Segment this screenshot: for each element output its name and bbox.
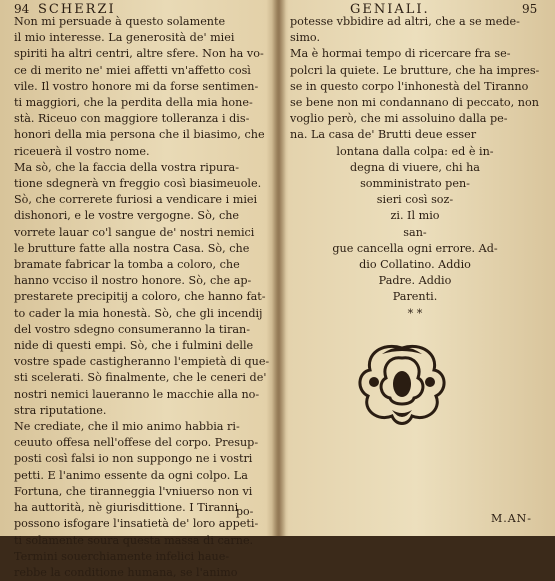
text-line: del vostro sdegno consumeranno la tiran- [14, 322, 251, 336]
text-line: ceuuto offesa nell'offese del corpo. Presup- [14, 436, 259, 450]
text-line: riceuerà il vostro nome. [14, 144, 150, 158]
text-line: le brutture fatte alla nostra Casa. Sò, che [14, 241, 250, 255]
text-line: bramate fabricar la tomba a coloro, che [14, 258, 240, 272]
left-running-head: SCHERZI [38, 2, 116, 17]
text-line: se in questo corpo l'inhonestà del Tiranno [290, 79, 529, 93]
text-line: degna di viuere, chi ha [350, 160, 480, 174]
text-line: se bene non mi condannano di peccato, non [290, 96, 539, 110]
text-line: petti. E l'animo essente da ogni colpo. La [14, 468, 248, 482]
right-page [290, 0, 540, 536]
text-line: san- [403, 225, 427, 239]
right-page-text [290, 14, 540, 322]
text-line: Ne crediate, che il mio animo habbia ri- [14, 420, 240, 434]
text-line: Fortuna, che tiranneggia l'vniuerso non vi [14, 484, 253, 498]
text-line: na. La casa de' Brutti deue esser [290, 128, 477, 142]
text-line: honori della mia persona che il biasimo, che [14, 128, 265, 142]
text-line: lontana dalla colpa: ed è in- [336, 144, 494, 158]
text-line: nide di questi empi. Sò, che i fulmini delle [14, 339, 254, 353]
left-page-text [14, 14, 276, 581]
left-page [14, 0, 276, 579]
text-line: vostre spade castigheranno l'empietà di que- [14, 355, 270, 369]
text-line: sieri così soz- [376, 193, 454, 207]
text-line: vorrete lauar co'l sangue de' nostri nemici [14, 225, 255, 239]
text-line: dishonori, e le vostre vergogne. Sò, che [14, 209, 240, 223]
text-line: possono isfogare l'insatietà de' loro appeti- [14, 517, 259, 531]
right-running-head: GENIALI. [350, 2, 430, 17]
text-line: somministrato pen- [360, 177, 470, 191]
text-line: * * [407, 306, 423, 320]
text-line: stra riputatione. [14, 403, 107, 417]
text-line: potesse vbbidire ad altri, che a se mede- [290, 15, 520, 28]
text-line: nostri nemici laueranno le macchie alla no- [14, 387, 260, 401]
text-line: posti così falsi io non suppongo ne i vostri [14, 452, 253, 466]
left-page-number: 94 [14, 2, 30, 16]
text-line: ce di merito ne' miei affetti vn'affetto così [14, 63, 251, 77]
text-line: hanno vcciso il nostro honore. Sò, che ap- [14, 274, 252, 288]
text-line: ti maggiori, che la perdita della mia hone- [14, 96, 253, 110]
text-line: Termini souerchiamente infelici haue- [14, 549, 230, 563]
text-line: dio Collatino. Addio [359, 258, 471, 272]
text-line: ti solamente soura questa massa di carne. [14, 533, 254, 547]
text-line: tione sdegnerà vn freggio così biasimeuole. [14, 177, 262, 191]
text-line: prestarete precipitij a coloro, che hanno fat- [14, 290, 266, 304]
right-catchword: M.AN- [490, 512, 532, 525]
right-page-number: 95 [522, 2, 538, 16]
printer-ornament [352, 340, 452, 430]
text-line: rebbe la conditione humana, se l'animo [14, 565, 238, 579]
text-line: to cader la mia honestà. Sò, che gli incendij [14, 306, 263, 320]
text-line: voglio però, che mi assoluino dalla pe- [290, 112, 508, 126]
text-line: Ma è hormai tempo di ricercare fra se- [290, 47, 511, 61]
text-line: ha auttorità, nè giurisdittione. I Tiranni [14, 501, 239, 515]
text-line: Sò, che correrete furiosi a vendicare i miei [14, 193, 258, 207]
text-line: vile. Il vostro honore mi da forse sentimen- [14, 79, 259, 93]
left-catchword: po- [236, 505, 254, 518]
text-line: sti scelerati. Sò finalmente, che le ceneri de' [14, 371, 267, 385]
text-line: simo. [290, 31, 321, 45]
text-line: polcri la quiete. Le brutture, che ha impres- [290, 63, 540, 77]
text-line: il mio interesse. La generosità de' miei [14, 31, 235, 45]
text-line: Ma sò, che la faccia della vostra ripura- [14, 160, 239, 174]
text-line: Parenti. [392, 290, 438, 304]
text-line: gue cancella ogni errore. Ad- [332, 241, 498, 255]
text-line: spiriti ha altri centri, altre sfere. Non ha vo- [14, 47, 264, 61]
text-line: Padre. Addio [378, 274, 452, 288]
text-line: stà. Riceuo con maggiore tolleranza i dis- [14, 112, 250, 126]
text-line: zi. Il mio [390, 209, 440, 223]
text-line: Non mi persuade à questo solamente [14, 15, 226, 28]
